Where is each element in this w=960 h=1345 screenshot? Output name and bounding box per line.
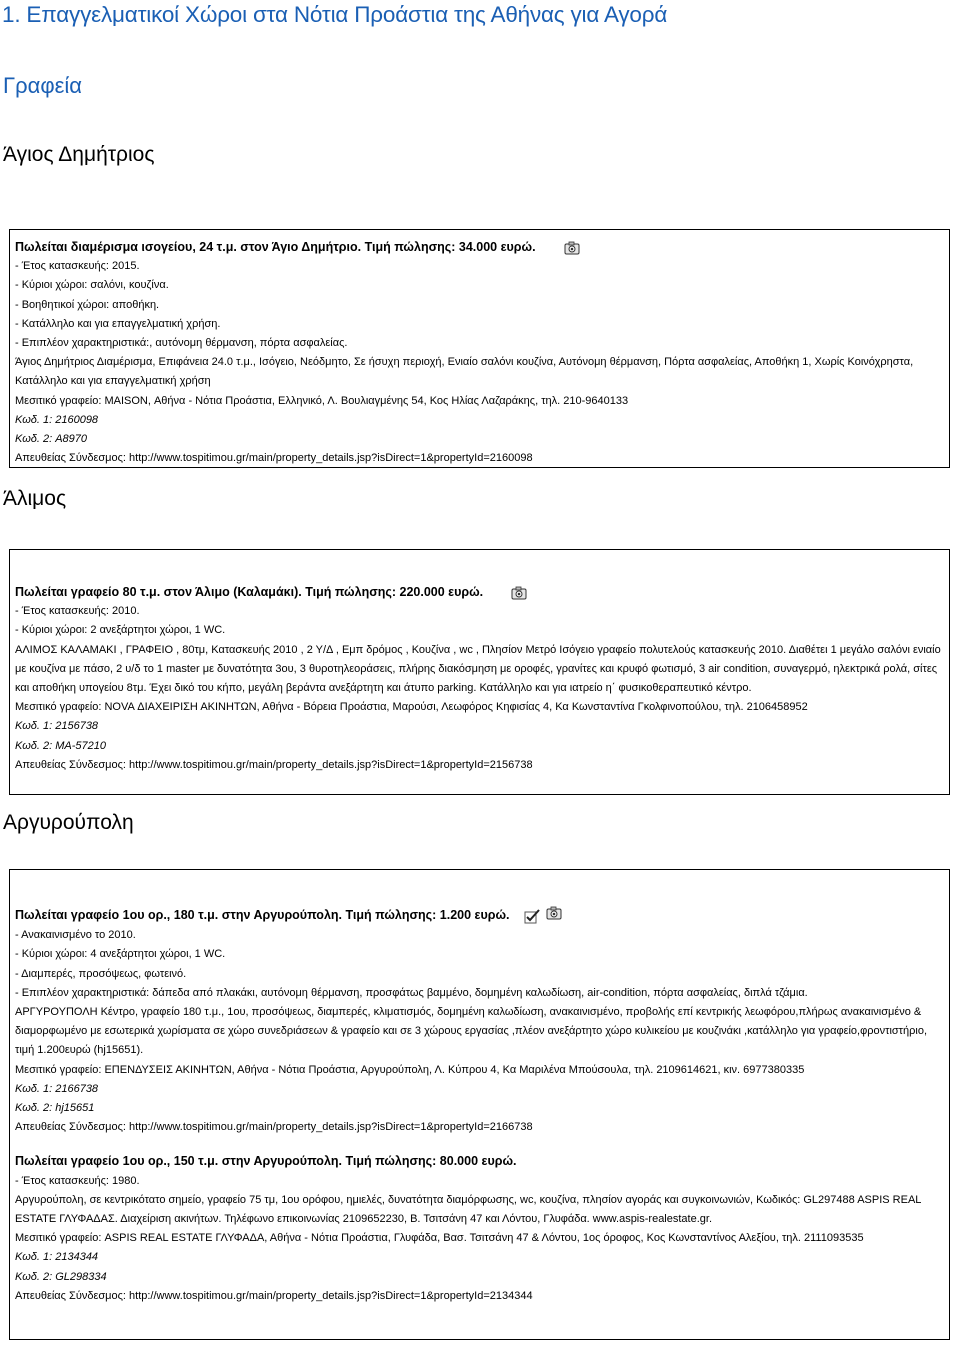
listing-code-1: Κωδ. 1: 2160098: [15, 413, 99, 426]
listing-code-1: Κωδ. 1: 2166738: [15, 1082, 99, 1095]
listing-code-2: Κωδ. 2: hj15651: [15, 1102, 95, 1115]
section-title: Γραφεία: [3, 73, 83, 98]
listing-title: Πωλείται γραφείο 80 τ.μ. στον Άλιμο (Καλαμάκι). Τιμή πώλησης: 220.000 ευρώ.: [15, 583, 944, 602]
listing-title: Πωλείται διαμέρισμα ισογείου, 24 τ.μ. στον Άγιο Δημήτριο. Τιμή πώλησης: 34.000 ευρώ.: [15, 238, 944, 257]
area-heading-argyroupoli: Αργυρούπολη: [3, 811, 134, 834]
listing-code-2: Κωδ. 2: A8970: [15, 433, 88, 446]
listing-detail: - Κατάλληλο και για επαγγελματική χρήση.: [15, 317, 221, 330]
listing-description: Άγιος Δημήτριος Διαμέρισμα, Επιφάνεια 24.0 τ.μ., Ισόγειο, Νεόδμητο, Σε ήσυχη περιοχή, Ενιαίο σαλόνι κουζίνα, Αυτόνομη θέρμανση, Πόρτα ασφαλείας, Αποθήκη 1, Χωρίς Κοινόχρηστα, Κατάλληλο και για επαγγελματική χρήση: [15, 356, 914, 388]
listing-code-1: Κωδ. 1: 2134344: [15, 1251, 99, 1264]
listing-title: Πωλείται γραφείο 1ου ορ., 150 τ.μ. στην Αργυρούπολη. Τιμή πώλησης: 80.000 ευρώ.: [15, 1154, 517, 1169]
listing-card: [9, 229, 950, 468]
listing-broker: Μεσιτικό γραφείο: NOVA ΔΙΑΧΕΙΡΙΣΗ ΑΚΙΝΗΤΩΝ, Αθήνα - Βόρεια Προάστια, Μαρούσι, Λεωφόρος Κηφισίας 4, Κα Κωνσταντίνα Γκολφινοπούλου, τηλ. 2106458952: [15, 701, 808, 714]
listing-detail: - Διαμπερές, προσόψεως, φωτεινό.: [15, 967, 187, 980]
listing-detail: - Κύριοι χώροι: 4 ανεξάρτητοι χώροι, 1 WC.: [15, 948, 226, 961]
listing-description: ΑΡΓΥΡΟΥΠΟΛΗ Κέντρο, γραφείο 180 τ.μ., 1ου, προσόψεως, διαμπερές, κλιματισμός, δομημένη καλωδίωση, ανακαινισμένο, προβολής επί κεντρικής λεωφόρου,πλήρως ανακαινισμένο & διαμορφωμένο με εσωτερικά χωρίσματα σε χώρο συνεδριάσεων & γραφείο και σε 3 χώρους εργασίας ,πλέον ανεξάρτητο χώρο κυλικείου με κουζινάκι ,κατάλληλο για γραφείο,φροντιστήριο, τιμή 1.200ευρώ (hj15651).: [15, 1006, 928, 1057]
area-heading-alimos: Άλιμος: [3, 487, 67, 510]
camera-icon[interactable]: [546, 906, 562, 926]
listing-detail: - Επιπλέον χαρακτηριστικά: δάπεδα από πλακάκι, αυτόνομη θέρμανση, προσφάτως βαμμένο, δομημένη καλωδίωση, air-condition, πόρτα ασφαλείας, διπλά τζάμια.: [15, 986, 808, 999]
listing-detail: - Έτος κατασκευής: 2015.: [15, 260, 140, 273]
listing-broker: Μεσιτικό γραφείο: ΕΠΕΝΔΥΣΕΙΣ ΑΚΙΝΗΤΩΝ, Αθήνα - Νότια Προάστια, Αργυρούπολη, Λ. Κύπρου 4, Κα Μαριλένα Μπούσουλα, τηλ. 2109614621, κιν. 6977380335: [15, 1063, 805, 1076]
listing-code-2: Κωδ. 2: MA-57210: [15, 739, 106, 752]
listing-direct-link[interactable]: Απευθείας Σύνδεσμος: http://www.tospitimou.gr/main/property_details.jsp?isDirect=1&propertyId=2156738: [15, 758, 533, 771]
listing-direct-link[interactable]: Απευθείας Σύνδεσμος: http://www.tospitimou.gr/main/property_details.jsp?isDirect=1&propertyId=2166738: [15, 1121, 533, 1134]
listing-detail: - Επιπλέον χαρακτηριστικά:, αυτόνομη θέρμανση, πόρτα ασφαλείας.: [15, 337, 348, 350]
listing-detail: - Κύριοι χώροι: 2 ανεξάρτητοι χώροι, 1 WC.: [15, 624, 226, 637]
listing-detail: - Βοηθητικοί χώροι: αποθήκη.: [15, 298, 160, 311]
listing-card: [9, 869, 950, 1340]
listing-direct-link[interactable]: Απευθείας Σύνδεσμος: http://www.tospitimou.gr/main/property_details.jsp?isDirect=1&propertyId=2134344: [15, 1289, 533, 1302]
listing-broker: Μεσιτικό γραφείο: MAISON, Αθήνα - Νότια Προάστια, Ελληνικό, Λ. Βουλιαγμένης 54, Κος Ηλίας Λαζαράκης, τηλ. 210-9640133: [15, 394, 629, 407]
camera-icon[interactable]: [564, 241, 580, 255]
checkbox-icon[interactable]: [524, 909, 540, 924]
listing-description: Αργυρούπολη, σε κεντρικότατο σημείο, γραφείο 75 τμ, 1ου ορόφου, ημιελές, δυνατότητα διαμόρφωσης, wc, κουζίνα, πλησίον αγοράς και συγκοινωνιών, Κωδικός: GL297488 ASPIS REAL ESTATE ΓΛΥΦΑΔΑΣ. Διαχείριση ακινήτων. Τηλέφωνο επικοινωνίας 2109652230, Β. Τσιτσάνη 47 και Λόντου, Γλυφάδα. www.aspis-realestate.gr.: [15, 1193, 921, 1226]
listing-title: Πωλείται γραφείο 1ου ορ., 180 τ.μ. στην Αργυρούπολη. Τιμή πώλησης: 1.200 ευρώ.: [15, 906, 944, 926]
page-title: 1. Επαγγελματικοί Χώροι στα Νότια Προάστια της Αθήνας για Αγορά: [2, 2, 668, 27]
listing-broker: Μεσιτικό γραφείο: ASPIS REAL ESTATE ΓΛΥΦΑΔΑ, Αθήνα - Νότια Προάστια, Γλυφάδα, Βασ. Τσιτσάνη 47 & Λόντου, 1ος όροφος, Κος Κωνσταντίνος Αλεξίου, τηλ. 2111093535: [15, 1232, 864, 1245]
listing-detail: - Ανακαινισμένο το 2010.: [15, 929, 136, 942]
listing-detail: - Κύριοι χώροι: σαλόνι, κουζίνα.: [15, 279, 169, 292]
listing-description: ΑΛΙΜΟΣ ΚΑΛΑΜΑΚΙ , ΓΡΑΦΕΙΟ , 80τμ, Κατασκευής 2010 , 2 Υ/Δ , Εμπ δρόμος , Κουζίνα , wc , Πλησίον Μετρό Ισόγειο γραφείο πολυτελούς κατασκευής 2010. Διαθέτει 1 μεγάλο σαλόνι ενιαίο με κουζίνα με πάσο, 2 υ/δ το 1 master με δυνατότητα 3ου, 3 θυροτηλεοράσεις, πλήρης διακόσμηση με οροφές, γρανίτες και κρυφό φωτισμό, 3 air condition, συναγερμό, ηλεκτρικά ρολά, σίτες και αποθήκη υπογείου 8τμ. Έχει δικό του κήπο, μεγάλη βεράντα ανεξάρτητη και άτυπο parking. Κατάλληλο και για ιατρείο η΄ φυσικοθεραπευτικό κέντρο.: [15, 643, 941, 695]
listing-direct-link[interactable]: Απευθείας Σύνδεσμος: http://www.tospitimou.gr/main/property_details.jsp?isDirect=1&propertyId=2160098: [15, 452, 533, 465]
camera-icon[interactable]: [511, 586, 527, 600]
area-heading-agios-dimitrios: Άγιος Δημήτριος: [3, 143, 155, 166]
listing-code-1: Κωδ. 1: 2156738: [15, 720, 99, 733]
listing-detail: - Έτος κατασκευής: 2010.: [15, 605, 140, 618]
listing-card: [9, 549, 950, 795]
listing-code-2: Κωδ. 2: GL298334: [15, 1270, 107, 1283]
listing-detail: - Έτος κατασκευής: 1980.: [15, 1174, 140, 1187]
